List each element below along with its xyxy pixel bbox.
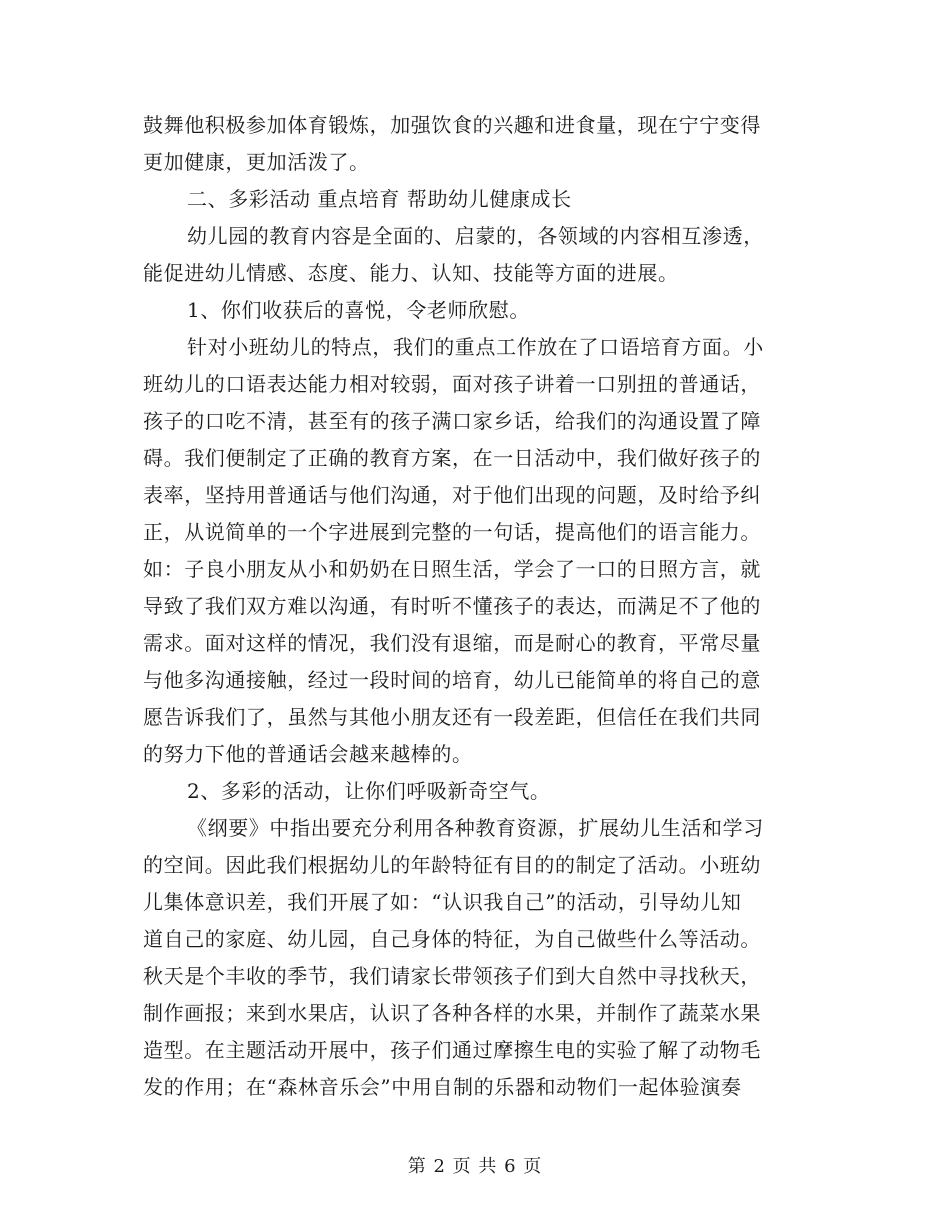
body-line: 与他多沟通接触，经过一段时间的培育，幼儿已能简单的将自己的意 <box>143 668 761 692</box>
body-line: 正，从说简单的一个字进展到完整的一句话，提高他们的语言能力。 <box>143 520 761 544</box>
body-line: 儿集体意识差，我们开展了如：“认识我自己”的活动，引导幼儿知 <box>143 890 742 914</box>
page-number-footer: 第 2 页 共 6 页 <box>407 1156 543 1177</box>
body-line: 更加健康，更加活泼了。 <box>143 150 370 174</box>
body-line: 造型。在主题活动开展中，孩子们通过摩擦生电的实验了解了动物毛 <box>143 1038 761 1062</box>
body-line: 《纲要》中指出要充分利用各种教育资源，扩展幼儿生活和学习 <box>187 816 764 840</box>
body-line: 需求。面对这样的情况，我们没有退缩，而是耐心的教育，平常尽量 <box>143 631 761 655</box>
subsection-heading: 1、你们收获后的喜悦，令老师欣慰。 <box>187 298 530 322</box>
section-heading: 二、多彩活动 重点培育 帮助幼儿健康成长 <box>187 187 572 211</box>
body-line: 制作画报；来到水果店，认识了各种各样的水果，并制作了蔬菜水果 <box>143 1001 761 1025</box>
body-line: 愿告诉我们了，虽然与其他小朋友还有一段差距，但信任在我们共同 <box>143 705 761 729</box>
body-line: 的空间。因此我们根据幼儿的年龄特征有目的的制定了活动。小班幼 <box>143 853 761 877</box>
subsection-heading: 2、多彩的活动，让你们呼吸新奇空气。 <box>187 779 551 803</box>
body-line: 道自己的家庭、幼儿园，自己身体的特征，为自己做些什么等活动。 <box>143 927 761 951</box>
body-line: 班幼儿的口语表达能力相对较弱，面对孩子讲着一口别扭的普通话， <box>143 372 761 396</box>
body-line: 的努力下他的普通话会越来越棒的。 <box>143 742 473 766</box>
body-line: 鼓舞他积极参加体育锻炼，加强饮食的兴趣和进食量，现在宁宁变得 <box>143 113 761 137</box>
body-line: 导致了我们双方难以沟通，有时听不懂孩子的表达，而满足不了他的 <box>143 594 761 618</box>
document-body <box>143 107 813 1106</box>
body-line: 发的作用；在“森林音乐会”中用自制的乐器和动物们一起体验演奏 <box>143 1075 742 1099</box>
body-line: 表率，坚持用普通话与他们沟通，对于他们出现的问题，及时给予纠 <box>143 483 761 507</box>
body-line: 碍。我们便制定了正确的教育方案，在一日活动中，我们做好孩子的 <box>143 446 761 470</box>
body-line: 幼儿园的教育内容是全面的、启蒙的，各领域的内容相互渗透， <box>187 224 764 248</box>
body-line: 针对小班幼儿的特点，我们的重点工作放在了口语培育方面。小 <box>187 335 764 359</box>
body-line: 能促进幼儿情感、态度、能力、认知、技能等方面的进展。 <box>143 261 679 285</box>
body-line: 如：子良小朋友从小和奶奶在日照生活，学会了一口的日照方言，就 <box>143 557 761 581</box>
body-line: 秋天是个丰收的季节，我们请家长带领孩子们到大自然中寻找秋天， <box>143 964 761 988</box>
body-line: 孩子的口吃不清，甚至有的孩子满口家乡话，给我们的沟通设置了障 <box>143 409 761 433</box>
